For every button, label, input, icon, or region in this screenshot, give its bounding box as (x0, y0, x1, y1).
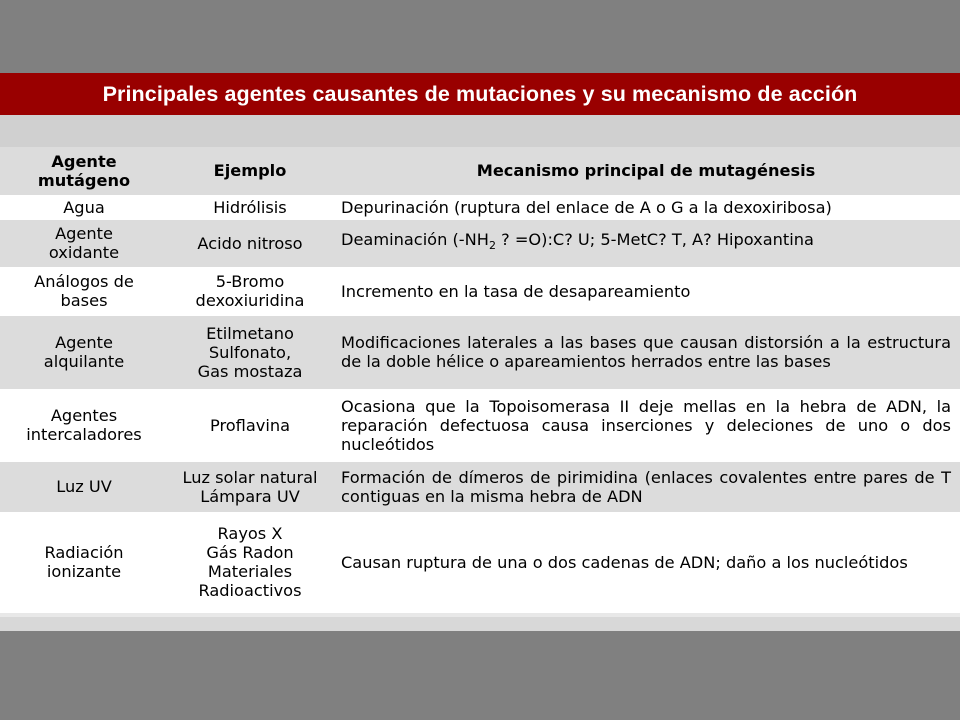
example-cell: Etilmetano Sulfonato, Gas mostaza (168, 315, 332, 389)
mechanism-cell: Formación de dímeros de pirimidina (enlaces covalentes entre pares de T contiguas en la misma hebra de ADN (332, 461, 960, 512)
table-row (0, 195, 960, 219)
table-bottom-strip (0, 617, 960, 631)
mechanism-subscript: 2 (488, 239, 496, 253)
header-agente: Agente mutágeno (0, 147, 168, 195)
agent-cell: Agua (0, 195, 168, 219)
table-row (0, 219, 960, 267)
mutagen-table (0, 147, 960, 613)
mechanism-text-prefix: Deaminación (-NH (341, 230, 489, 250)
agent-cell: Agente oxidante (0, 219, 168, 267)
mutagen-table-container (0, 147, 960, 631)
agent-cell: Agente alquilante (0, 315, 168, 389)
mechanism-cell: Causan ruptura de una o dos cadenas de ADN; daño a los nucleótidos (332, 512, 960, 612)
mechanism-cell: Depurinación (ruptura del enlace de A o G a la dexoxiribosa) (332, 195, 960, 219)
example-cell: Hidrólisis (168, 195, 332, 219)
table-row (0, 461, 960, 512)
table-header-row (0, 147, 960, 195)
table-row (0, 389, 960, 461)
mechanism-cell (332, 219, 960, 267)
slide-title: Principales agentes causantes de mutaciones y su mecanismo de acción (0, 73, 960, 115)
header-mecanismo: Mecanismo principal de mutagénesis (332, 147, 960, 195)
agent-cell: Luz UV (0, 461, 168, 512)
mechanism-cell: Ocasiona que la Topoisomerasa II deje mellas en la hebra de ADN, la reparación defectuosa causa inserciones y deleciones de uno o dos nucleótidos (332, 389, 960, 461)
agent-cell: Agentes intercaladores (0, 389, 168, 461)
mechanism-cell: Modificaciones laterales a las bases que causan distorsión a la estructura de la doble hélice o apareamientos herrados entre las bases (332, 315, 960, 389)
mechanism-cell: Incremento en la tasa de desapareamiento (332, 267, 960, 315)
example-cell: Luz solar natural Lámpara UV (168, 461, 332, 512)
table-row (0, 512, 960, 612)
table-row (0, 267, 960, 315)
example-cell: Proflavina (168, 389, 332, 461)
example-cell: Acido nitroso (168, 219, 332, 267)
example-cell: 5-Bromo dexoxiuridina (168, 267, 332, 315)
title-spacer-band (0, 115, 960, 147)
table-row (0, 315, 960, 389)
example-cell: Rayos X Gás Radon Materiales Radioactivos (168, 512, 332, 612)
agent-cell: Radiación ionizante (0, 512, 168, 612)
header-ejemplo: Ejemplo (168, 147, 332, 195)
agent-cell: Análogos de bases (0, 267, 168, 315)
mechanism-text-suffix: ? =O):C? U; 5-MetC? T, A? Hipoxantina (495, 230, 814, 250)
